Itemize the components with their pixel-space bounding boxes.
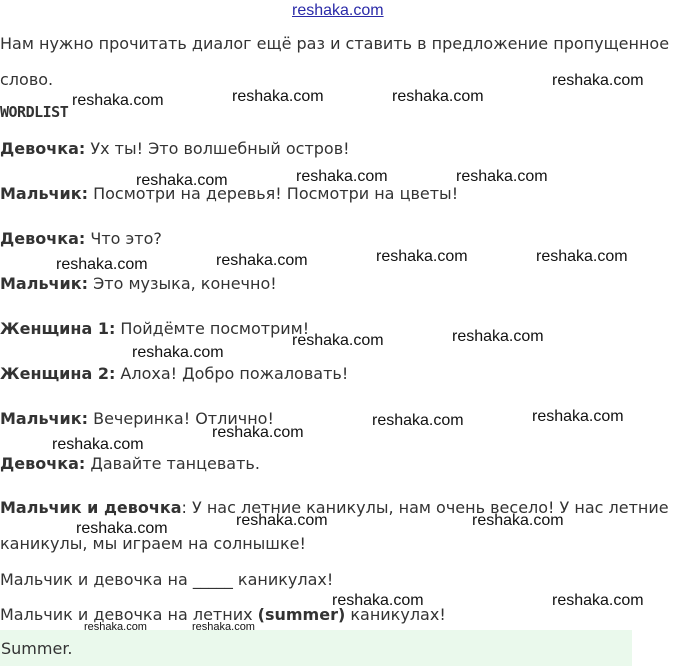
dialogue-text: Это музыка, конечно! — [88, 274, 277, 293]
dialogue-line — [0, 364, 348, 383]
watermark: reshaka.com — [292, 332, 384, 349]
watermark: reshaka.com — [136, 172, 228, 189]
dialogue-text: Давайте танцевать. — [85, 454, 260, 473]
speaker-label: Женщина 2: — [0, 364, 116, 383]
watermark: reshaka.com — [552, 72, 644, 89]
watermark: reshaka.com — [236, 512, 328, 529]
watermark: reshaka.com — [56, 256, 148, 273]
dialogue-text: Посмотри на деревья! Посмотри на цветы! — [88, 184, 459, 203]
answer-highlight: (summer) — [257, 605, 346, 624]
task-instruction: Нам нужно прочитать диалог ещё раз и ставить в предложение пропущенное слово. — [0, 34, 670, 89]
watermark: reshaka.com — [216, 252, 308, 269]
dialogue-line — [0, 319, 309, 338]
task-sentence: Мальчик и девочка на _____ каникулах! — [0, 570, 334, 589]
watermark: reshaka.com — [332, 592, 424, 609]
speaker-label: Девочка: — [0, 229, 86, 248]
speaker-label: Мальчик: — [0, 409, 89, 428]
speaker-label: Мальчик: — [0, 274, 89, 293]
dialogue-text: Что это? — [85, 229, 162, 248]
speaker-label: Женщина 1: — [0, 319, 116, 338]
answer-sentence-after: каникулах! — [345, 605, 446, 624]
dialogue-line — [0, 274, 277, 293]
watermark: reshaka.com — [452, 328, 544, 345]
watermark: reshaka.com — [52, 436, 144, 453]
watermark: reshaka.com — [376, 248, 468, 265]
answer-word: Summer. — [1, 639, 73, 658]
speaker-label: Девочка: — [0, 139, 86, 158]
dialogue-text: Ух ты! Это волшебный остров! — [85, 139, 350, 158]
speaker-label: Мальчик: — [0, 184, 89, 203]
watermark: reshaka.com — [532, 408, 624, 425]
speaker-label: Мальчик и девочка — [0, 498, 182, 517]
dialogue-line — [0, 229, 162, 248]
dialogue-text: Вечеринка! Отлично! — [88, 409, 274, 428]
watermark: reshaka.com — [72, 92, 164, 109]
answer-sentence-before: Мальчик и девочка на летних — [0, 605, 258, 624]
watermark: reshaka.com — [84, 621, 147, 633]
watermark: reshaka.com — [76, 520, 168, 537]
dialogue-line — [0, 184, 458, 203]
dialogue-line — [0, 454, 260, 473]
watermark: reshaka.com — [392, 88, 484, 105]
watermark: reshaka.com — [536, 248, 628, 265]
watermark: reshaka.com — [132, 344, 224, 361]
watermark: reshaka.com — [296, 168, 388, 185]
watermark: reshaka.com — [192, 621, 255, 633]
watermark: reshaka.com — [456, 168, 548, 185]
dialogue-text: : У нас летние каникулы, нам очень весело! У нас летние каникулы, мы играем на солнышке! — [0, 498, 669, 553]
dialogue-text: Алоха! Добро пожаловать! — [115, 364, 349, 383]
speaker-label: Девочка: — [0, 454, 86, 473]
watermark: reshaka.com — [372, 412, 464, 429]
watermark: reshaka.com — [472, 512, 564, 529]
answer-box — [0, 630, 632, 666]
dialogue-line — [0, 139, 350, 158]
wordlist-heading: WORDLIST — [0, 103, 69, 121]
site-link[interactable]: reshaka.com — [292, 2, 384, 19]
dialogue-text: Пойдёмте посмотрим! — [115, 319, 310, 338]
watermark: reshaka.com — [232, 88, 324, 105]
watermark: reshaka.com — [212, 424, 304, 441]
watermark: reshaka.com — [552, 592, 644, 609]
